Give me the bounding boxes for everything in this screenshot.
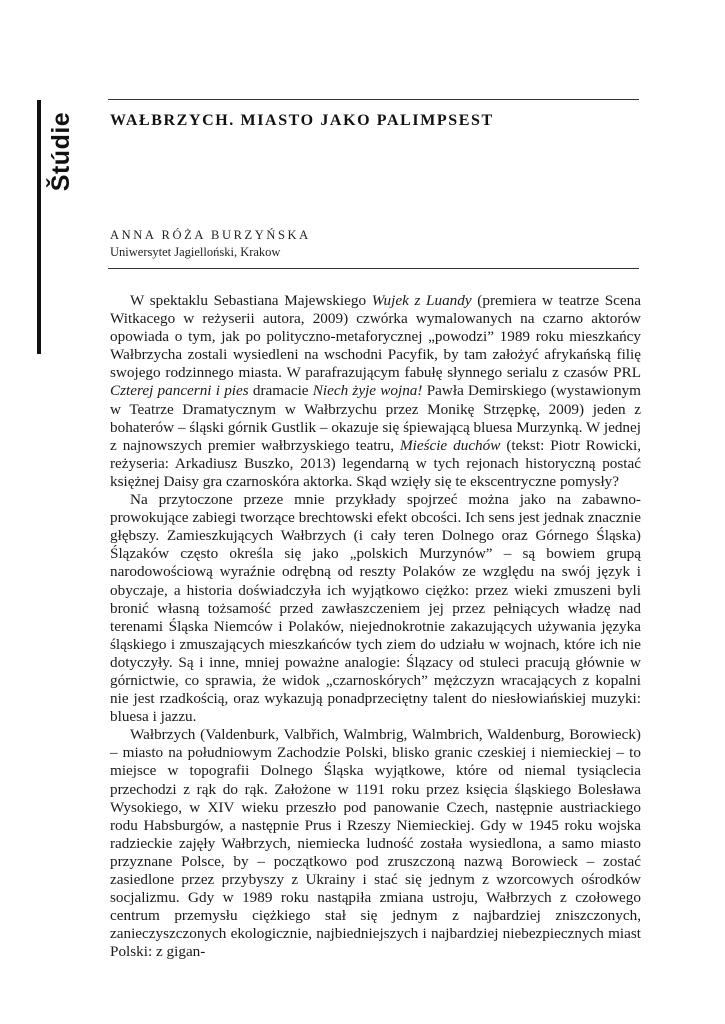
- article-title: WAŁBRZYCH. MIASTO JAKO PALIMPSEST: [110, 112, 494, 129]
- article-body: [110, 292, 641, 961]
- section-bar: [37, 100, 41, 354]
- author-affiliation: Uniwersytet Jagielloński, Krakow: [110, 245, 281, 259]
- italic-title-text: Mieście duchów: [399, 436, 501, 454]
- paragraph-text: W spektaklu Sebastiana Majewskiego: [130, 292, 372, 309]
- paragraph-text: Wałbrzych (Valdenburk, Valbřich, Walmbrig, Walmbrich, Waldenburg, Borowieck) – miasto na południowym Zachodzie Polski, blisko granic czeskiej i niemieckiej – to miejsce w topografii Dolnego Śląska wyjątkowe, które od niemal tysiąclecia przechodzi z rąk do rąk. Założone w 1191 roku przez księcia śląskiego Bolesława Wysokiego, w XIV wieku przeszło pod panowanie Czech, następnie austriackiego rodu Habsburgów, a następnie Prus i Rzeszy Niemieckiej. Gdy w 1945 roku wojska radzieckie zajęły Wałbrzych, niemiecka ludność została wysiedlona, a samo miasto przyznane Polsce, by – początkowo pod zruszczoną nazwą Borowieck – zostać zasiedlone przez przybyszy z Ukrainy i stać się jednym z wzorcowych ośrodków socjalizmu. Gdy w 1989 roku nastąpiła zmiana ustroju, Wałbrzych z czołowego centrum przemysłu ciężkiego stał się jednym z najbardziej zniszczonych, zanieczyszczonych ekologicznie, najbiedniejszych i najbardziej niebezpiecznych miast Polski: z gigan-: [110, 726, 641, 961]
- paragraph-text: Na przytoczone przeze mnie przykłady spojrzeć można jako na zabawno-prowokujące zabiegi tworzące brechtowski efekt obcości. Ich sens jest jednak znacznie głębszy. Zamieszkujących Wałbrzych (i cały teren Dolnego oraz Górnego Śląska) Ślązaków często określa się jako „polskich Murzynów” – są bowiem grupą narodowościową wyraźnie odrębną od reszty Polaków ze względu na swój język i obyczaje, a historia doświadczyła ich wyjątkowo ciężko: przez wieki zmuszeni byli bronić własną tożsamość przed zawłaszczeniem jej przez pełniących władzę nad terenami Śląska Niemców i Polaków, niejednokrotnie zakazujących używania języka śląskiego i zmuszających mieszkańców tych ziem do udziału w wojnach, które ich nie dotyczyły. Są i inne, mniej poważne analogie: Ślązacy od stuleci pracują głównie w górnictwie, co sprawia, że widok „czarnoskórych” mężczyzn wracających z kopalni nie jest rzadkością, oraz wykazują ponadprzeciętny talent do niesłowiańskiej muzyki: bluesa i jazzu.: [110, 491, 641, 726]
- author-name: ANNA RÓŻA BURZYŃSKA: [110, 228, 311, 242]
- paragraph-text: (premiera w teatrze Scena Witkacego w reżyserii autora, 2009) czwórka wymalowanych na czarno aktorów opowiada o tym, jak po polityczno-metaforycznej „powodzi” 1989 roku mieszkańcy Wałbrzycha zostali wysiedleni na wschodni Pacyfik, by tam założyć afrykańską filię swojego rodzinnego miasta. W parafrazującym fabułę słynnego serialu z czasów PRL: [110, 292, 641, 382]
- italic-title-text: Czterej pancerni i pies: [110, 382, 249, 400]
- body-paragraph: [110, 292, 641, 491]
- italic-title-text: Niech żyje wojna!: [312, 382, 423, 400]
- paragraph-text: (tekst: Piotr Rowicki, reżyseria: Arkadiusz Buszko, 2013) legendarną w tych rejonach historyczną postać księżnej Daisy gra czarnoskóra aktorka. Skąd wzięły się te ekscentryczne pomysły?: [110, 436, 641, 490]
- body-paragraph: [110, 491, 641, 726]
- section-label-text: Štúdie: [47, 111, 76, 191]
- paragraph-text: dramacie: [248, 382, 313, 400]
- body-paragraph: [110, 726, 641, 961]
- byline-rule: [108, 268, 639, 269]
- header-rule: [108, 99, 639, 100]
- section-label: [44, 106, 80, 196]
- paragraph-text: Pawła Demirskiego (wystawionym w Teatrze Dramatycznym w Wałbrzychu przez Monikę Strzępkę, 2009) jeden z bohaterów – śląski górnik Gustlik – okazuje się śpiewającą bluesa Murzynką. W jednej z najnowszych premier wałbrzyskiego teatru,: [110, 382, 641, 454]
- italic-title-text: Wujek z Luandy: [371, 292, 472, 309]
